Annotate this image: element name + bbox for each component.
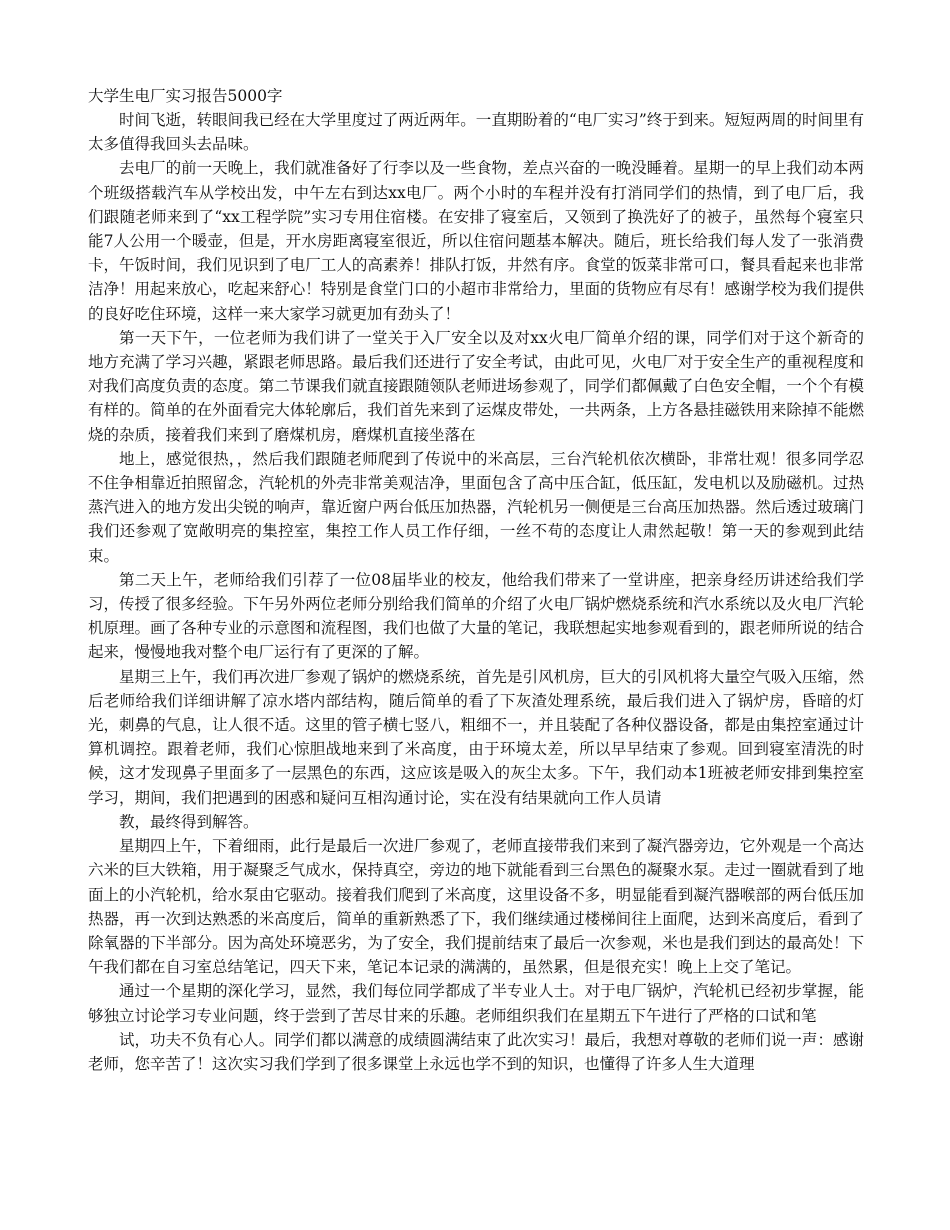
document-title: 大学生电厂实习报告5000字 bbox=[88, 87, 283, 105]
paragraph-day1-continued: 地上，感觉很热，，然后我们跟随老师爬到了传说中的米高层，三台汽轮机依次横卧，非常壮观！很多同学忍不住争相靠近拍照留念，汽轮机的外壳非常美观洁净，里面包含了高中压合缸，低压缸，发电机以及励磁机。过热蒸汽进入的地方发出尖锐的响声，靠近窗户两台低压加热器，汽轮机另一侧便是三台高压加热器。然后透过玻璃门我们还参观了宽敞明亮的集控室，集控工作人员工作仔细，一丝不苟的态度让人肃然起敬！第一天的参观到此结束。 bbox=[88, 449, 864, 565]
paragraph-thursday: 星期四上午，下着细雨，此行是最后一次进厂参观了，老师直接带我们来到了凝汽器旁边，它外观是一个高达六米的巨大铁箱，用于凝聚乏气成水，保持真空，旁边的地下就能看到三台黑色的凝聚水泵。走过一圈就看到了地面上的小汽轮机，给水泵由它驱动。接着我们爬到了米高度，这里设备不多，明显能看到凝汽器喉部的两台低压加热器，再一次到达熟悉的米高度后，简单的重新熟悉了下，我们继续通过楼梯间往上面爬，达到米高度后，看到了除氧器的下半部分。因为高处环境恶劣，为了安全，我们提前结束了最后一次参观，米也是我们到达的最高处！下午我们都在自习室总结笔记，四天下来，笔记本记录的满满的，虽然累，但是很充实！晚上上交了笔记。 bbox=[88, 837, 864, 977]
paragraph-day1-afternoon: 第一天下午，一位老师为我们讲了一堂关于入厂安全以及对xx火电厂简单介绍的课，同学们对于这个新奇的地方充满了学习兴趣，紧跟老师思路。最后我们还进行了安全考试，由此可见，火电厂对于安全生产的重视程度和对我们高度负责的态度。第二节课我们就直接跟随领队老师进场参观了，同学们都佩戴了白色安全帽，一个个有模有样的。简单的在外面看完大体轮廓后，我们首先来到了运煤皮带处，一共两条，上方各悬挂磁铁用来除掉不能燃烧的杂质，接着我们来到了磨煤机房，磨煤机直接坐落在 bbox=[88, 328, 864, 444]
paragraph-day2: 第二天上午，老师给我们引荐了一位08届毕业的校友，他给我们带来了一堂讲座，把亲身经历讲述给我们学习，传授了很多经验。下午另外两位老师分别给我们简单的介绍了火电厂锅炉燃烧系统和汽水系统以及火电厂汽轮机原理。画了各种专业的示意图和流程图，我们也做了大量的笔记，我联想起实地参观看到的，跟老师所说的结合起来，慢慢地我对整个电厂运行有了更深的了解。 bbox=[88, 570, 864, 662]
paragraph-intro: 时间飞逝，转眼间我已经在大学里度过了两近两年。一直期盼着的“电厂实习”终于到来。短短两周的时间里有太多值得我回头去品味。 bbox=[88, 111, 864, 154]
paragraph-wednesday: 星期三上午，我们再次进厂参观了锅炉的燃烧系统，首先是引风机房，巨大的引风机将大量空气吸入压缩，然后老师给我们详细讲解了凉水塔内部结构，随后简单的看了下灰渣处理系统，最后我们进入了锅炉房，昏暗的灯光，刺鼻的气息，让人很不适。这里的管子横七竖八，粗细不一，并且装配了各种仪器设备，都是由集控室通过计算机调控。跟着老师，我们心惊胆战地来到了米高度，由于环境太差，所以早早结束了参观。回到寝室清洗的时候，这才发现鼻子里面多了一层黑色的东西，这应该是吸入的灰尘太多。下午，我们动本1班被老师安排到集控室学习，期间，我们把遇到的困惑和疑问互相沟通讨论，实在没有结果就向工作人员请 bbox=[88, 667, 864, 807]
paragraph-wednesday-continued: 教，最终得到解答。 bbox=[119, 812, 259, 831]
document-page bbox=[88, 84, 864, 1076]
paragraph-summary: 通过一个星期的深化学习，显然，我们每位同学都成了半专业人士。对于电厂锅炉，汽轮机已经初步掌握，能够独立讨论学习专业问题，终于尝到了苦尽甘来的乐趣。老师组织我们在星期五下午进行了严格的口试和笔 bbox=[88, 982, 864, 1025]
paragraph-conclusion: 试，功夫不负有心人。同学们都以满意的成绩圆满结束了此次实习！最后，我想对尊敬的老师们说一声：感谢老师，您辛苦了！这次实习我们学到了很多课堂上永远也学不到的知识，也懂得了许多人生大道理 bbox=[88, 1030, 864, 1073]
paragraph-arrival: 去电厂的前一天晚上，我们就准备好了行李以及一些食物，差点兴奋的一晚没睡着。星期一的早上我们动本两个班级搭载汽车从学校出发，中午左右到达xx电厂。两个小时的车程并没有打消同学们的热情，到了电厂后，我们跟随老师来到了“xx工程学院”实习专用住宿楼。在安排了寝室后，又领到了换洗好了的被子，虽然每个寝室只能7人公用一个暖壶，但是，开水房距离寝室很近，所以住宿问题基本解决。随后，班长给我们每人发了一张消费卡，午饭时间，我们见识到了电厂工人的高素养！排队打饭，井然有序。食堂的饭菜非常可口，餐具看起来也非常洁净！用起来放心，吃起来舒心！特别是食堂门口的小超市非常给力，里面的货物应有尽有！感谢学校为我们提供的良好吃住环境，这样一来大家学习就更加有劲头了！ bbox=[88, 159, 864, 323]
